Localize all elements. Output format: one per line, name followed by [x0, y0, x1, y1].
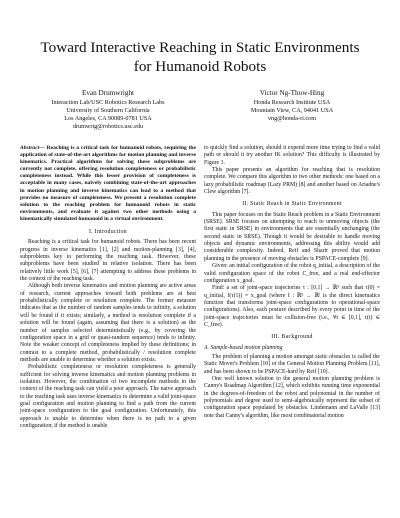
left-column — [20, 145, 196, 430]
subsection-heading-sample-based: A. Sample-based motion planning — [204, 344, 283, 351]
paragraph: This paper presents an algorithm for reaching that is resolution complete. We compare this algorithm to two other methods: one based on a lazy probabilistic roadmap (Lazy PRM) [8] and another based on Ariadne's Clew algorithm [7]. — [204, 167, 380, 196]
title-line-1: Toward Interactive Reaching in Static Environments — [40, 39, 360, 56]
author-block — [20, 88, 380, 131]
abstract-text: — Reaching is a critical task for humanoid robots, requiring the application of state-of-the-art algorithms for motion planning and inverse kinematics. Practical algorithms for solving these subproblems are currently not complete, offering resolution completeness or probabilistic completeness instead. While this lesser provision of completeness is acceptable in many cases, naïvely combining state-of-the-art approaches in motion planning and inverse kinematics can lead to a method that provides no measure of completeness. We present a resolution complete solution to the reaching problem for humanoid robots in static environments, and evaluate it against two other methods using a kinematically simulated humanoid in a virtual environment. — [20, 145, 196, 222]
right-column — [204, 145, 380, 430]
body-columns — [20, 145, 380, 430]
author-university: University of Southern California — [66, 107, 150, 114]
paragraph: Although both inverse kinematics and motion planning are active areas of research, current approaches toward both problems are at best probabilistically complete or resolution complete. The former measure indicates that as the number of random samples tends to infinity, a solution will be found if it exists; similarly, a method is resolution complete if a solution will be found (again, assuming that there is a solution) as the number of samples selected deterministically (e.g., by covering the configuration space in a grid or quasi-random sequence) tends to infinity. Note the weaker concept of completeness implied by these definitions; in contrast to a complete method, probabilistically / resolution complete methods are unable to determine whether a solution exists. — [20, 283, 196, 363]
author-affiliation: Interaction Lab/USC Robotics Research Labs — [51, 99, 165, 106]
author-email: drumwrig@robotics.usc.edu — [72, 123, 144, 130]
title-line-2: for Humanoid Robots — [133, 58, 267, 75]
abstract — [20, 145, 196, 223]
author-1 — [20, 88, 196, 131]
section-heading-static-reach: II. Static Reach in Static Environment — [242, 201, 342, 208]
author-address: Mountain View, CA, 94041 USA — [250, 107, 334, 114]
paragraph: This paper focuses on the Static Reach problem in a Static Environment (SRSE). SRSE focuses on attempting to reach to unmoving objects (the first static in SRSE) in environments that are essentially unchanging (the second static in SRSE). Though it would be desirable to handle moving objects and dynamic environments, addressing this ability would add considerable complexity. Indeed, Reif and Sharir proved that motion planning in the presence of moving obstacles is PSPACE-complete [9]. — [204, 211, 380, 262]
paragraph: One well known solution to the general motion planning problem is Canny's Roadmap Algorithm [12], which exhibits running time exponential in the degrees-of-freedom of the robot and polynomial in the number of polynomials and degree used to semi-algebraically represent the subset of configuration space populated by obstacles. Lindemann and LaValle [13] note that Canny's algorithm, like most combinatorial motion — [204, 375, 380, 419]
paragraph: Probabilistic completeness or resolution completeness is generally sufficient for solving inverse kinematics and motion planning problems in isolation. However, the combination of two incomplete methods in the context of the reaching task can yield a poor approach. The naive approach to the reaching task uses inverse kinematics to determine a valid joint-space goal configuration and motion planning to find a path from the current joint-space configuration to the goal configuration. Unfortunately, this approach is unable to determine when there is no path to a given configuration; if the method is unable — [20, 364, 196, 429]
paragraph: to quickly find a solution, should it expend more time trying to find a valid path or should it try another IK solution? This difficulty is illustrated by Figure 1. — [204, 145, 380, 166]
section-heading-introduction: I. Introduction — [89, 229, 127, 236]
author-affiliation: Honda Research Institute USA — [253, 99, 331, 106]
author-2 — [204, 88, 380, 131]
paragraph: Given: an initial configuration of the robot q_initial, a description of the valid configuration space of the robot C_free, and a real end-effector configuration x_goal. — [204, 263, 380, 284]
paper-title — [20, 38, 380, 76]
paragraph: Reaching is a critical task for humanoid robots. There has been recent progress in inverse kinematics [1], [2] and motion-planning [3], [4], subproblems key to performing the reaching task. However, these subproblems have been studied in relative isolation. There has been relatively little work [5], [6], [7] attempting to address these problems in the context of the reaching task. — [20, 239, 196, 283]
section-heading-background: III. Background — [271, 334, 313, 341]
author-name: Evan Drumwright — [81, 89, 135, 97]
author-address: Los Angeles, CA 90089-0781 USA — [64, 115, 152, 122]
paragraph: Find: a set of joint-space trajectories τ : [0,1] → ℝⁿ such that τ(0) = q_initial, f(τ(1)) = x_goal (where f : ℝⁿ → ℝˡ is the direct kinematics function that transforms joint-space configurations to operational-space configurations). Also, each posture described by every point in time of the joint-space trajectories must be collision-free (i.e., ∀t ∈ [0,1], τ(t) ∈ C_free). — [204, 285, 380, 328]
paragraph: The problem of planning a motion amongst static obstacles is called the Static Mover's Problem [10] or the General Motion Planning Problem [11], and has been shown to be PSPACE-hard by Reif [10]. — [204, 353, 380, 375]
author-name: Victor Ng-Thow-Hing — [259, 89, 325, 97]
abstract-lead: Abstract — [20, 145, 40, 151]
author-email: vng@honda-ri.com — [267, 115, 317, 122]
